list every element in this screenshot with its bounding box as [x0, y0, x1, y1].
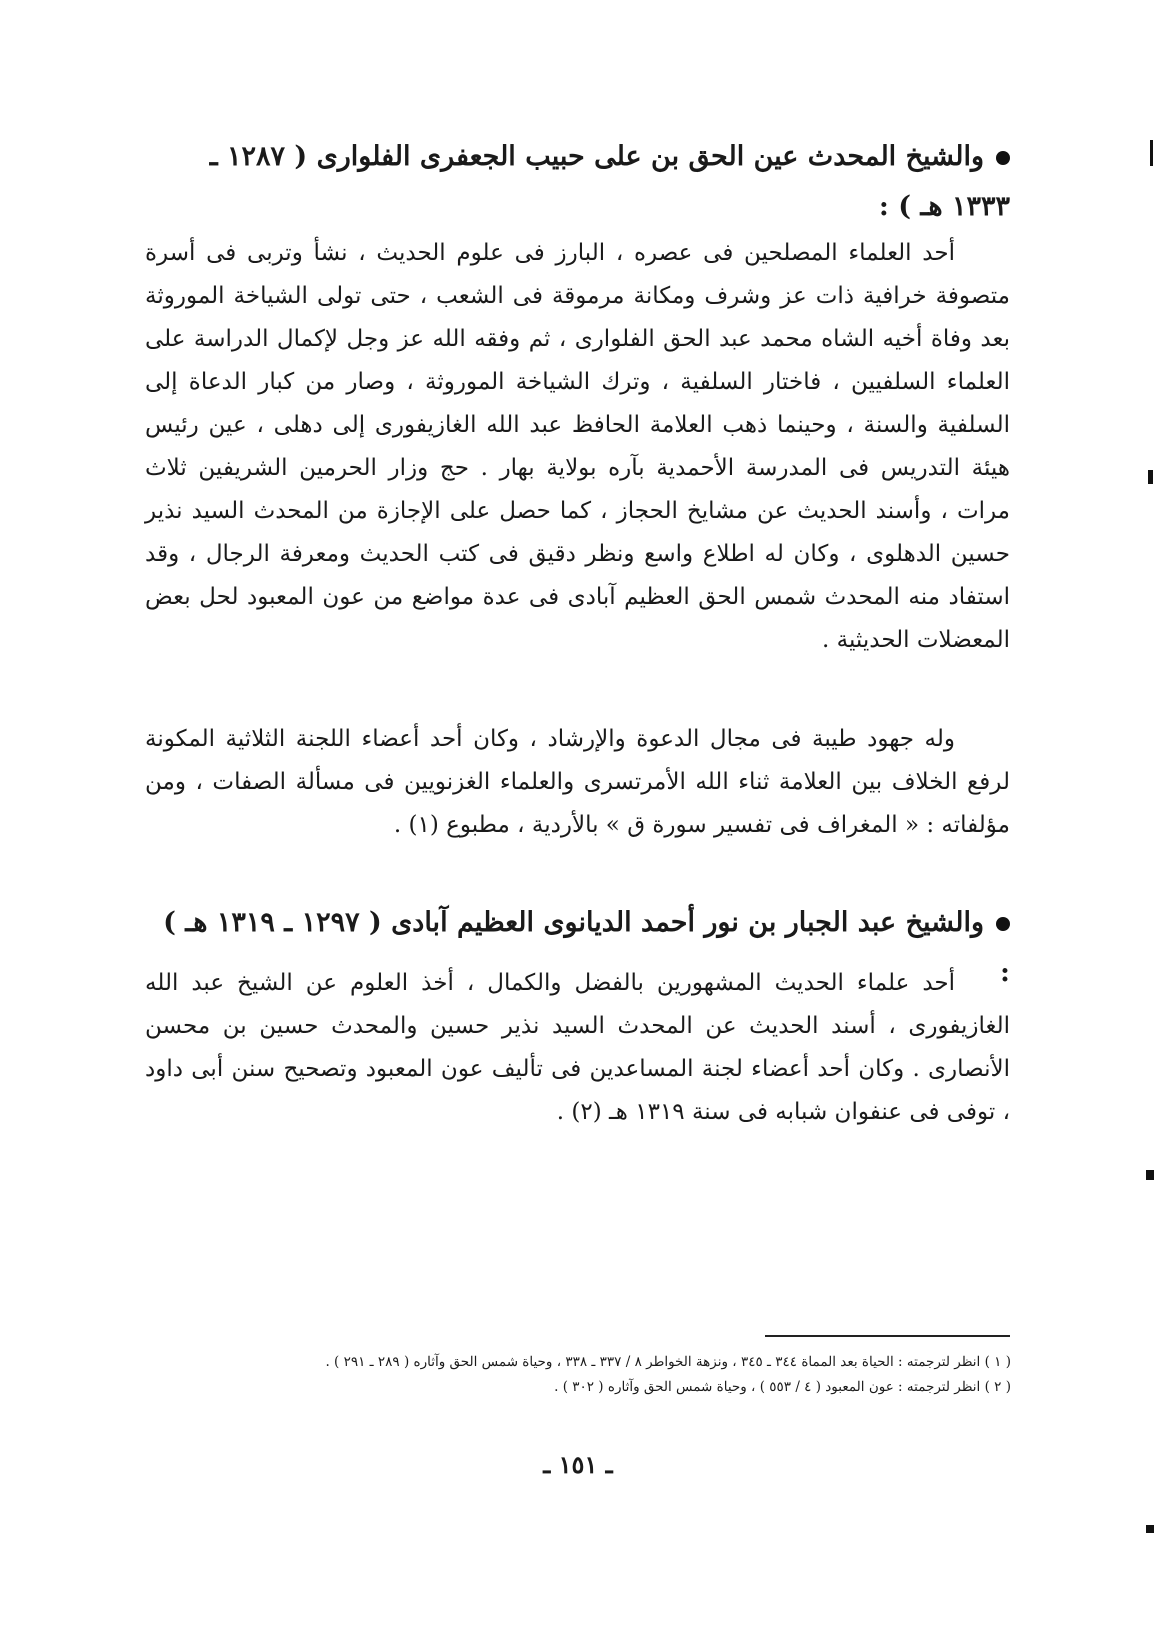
paragraph-biography-abd-al-jabbar: [145, 962, 1010, 1134]
bullet-icon: [996, 151, 1010, 165]
scan-edge-mark: [1150, 140, 1153, 166]
paragraph-biography-ain-al-haq: [145, 232, 1010, 662]
footnote-1: ( ١ ) انظر لترجمته : الحياة بعد المماة ٣٤٤ ـ ٣٤٥ ، ونزهة الخواطر ٨ / ٣٣٧ ـ ٣٣٨ ، وحياة شمس الحق وآثاره ( ٢٨٩ ـ ٢٩١ ) .: [325, 1354, 1011, 1370]
scan-edge-mark: [1146, 1170, 1154, 1180]
footnotes: [141, 1350, 1011, 1400]
scan-edge-mark: [1148, 470, 1153, 484]
scan-edge-mark: [1146, 1525, 1154, 1533]
footnote-2: ( ٢ ) انظر لترجمته : عون المعبود ( ٤ / ٥٥٣ ) ، وحياة شمس الحق وآثاره ( ٣٠٢ ) .: [554, 1379, 1011, 1395]
paragraph-text: أحد علماء الحديث المشهورين بالفضل والكمال ، أخذ العلوم عن الشيخ عبد الله الغازيفورى ، أسند الحديث عن المحدث السيد نذير حسين والمحدث حسين بن محسن الأنصارى . وكان أحد أعضاء لجنة المساعدين فى تأليف عون المعبود وتصحيح سنن أبى داود ، توفى فى عنفوان شبابه فى سنة ١٣١٩ هـ (٢) .: [145, 970, 1010, 1125]
section-heading-ain-al-haq: [145, 132, 1010, 232]
paragraph-text: وله جهود طيبة فى مجال الدعوة والإرشاد ، وكان أحد أعضاء اللجنة الثلاثية المكونة لرفع الخلاف بين العلامة ثناء الله الأمرتسرى والعلماء الغزنويين فى مسألة الصفات ، ومن مؤلفاته : « المغراف فى تفسير سورة ق » بالأردية ، مطبوع (١) .: [145, 726, 1010, 838]
heading-text: والشيخ المحدث عين الحق بن على حبيب الجعفرى الفلوارى ( ١٢٨٧ ـ ١٣٣٣ هـ ) :: [209, 141, 1010, 222]
page-number: ـ ١٥١ ـ: [543, 1450, 613, 1479]
heading-text: والشيخ عبد الجبار بن نور أحمد الديانوى العظيم آبادى ( ١٢٩٧ ـ ١٣١٩ هـ ) :: [163, 907, 1010, 988]
footnote-separator: [765, 1335, 1010, 1337]
bullet-icon: [996, 917, 1010, 931]
paragraph-dawa-efforts: [145, 718, 1010, 847]
paragraph-text: أحد العلماء المصلحين فى عصره ، البارز فى علوم الحديث ، نشأ وتربى فى أسرة متصوفة خرافية ذات عز وشرف ومكانة مرموقة فى الشعب ، حتى تولى الشياخة الموروثة بعد وفاة أخيه الشاه محمد عبد الحق الفلوارى ، ثم وفقه الله عز وجل لإكمال الدراسة على العلماء السلفيين ، فاختار السلفية ، وترك الشياخة الموروثة ، وصار من كبار الدعاة إلى السلفية والسنة ، وحينما ذهب العلامة الحافظ عبد الله الغازيفورى إلى دهلى ، عين رئيس هيئة التدريس فى المدرسة الأحمدية بآره بولاية بهار . حج وزار الحرمين الشريفين ثلاث مرات ، وأسند الحديث عن مشايخ الحجاز ، كما حصل على الإجازة من المحدث السيد نذير حسين الدهلوى ، وكان له اطلاع واسع ونظر دقيق فى كتب الحديث ومعرفة الرجال ، وقد استفاد منه المحدث شمس الحق العظيم آبادى فى عدة مواضع من عون المعبود لحل بعض المعضلات الحديثية .: [145, 240, 1010, 653]
